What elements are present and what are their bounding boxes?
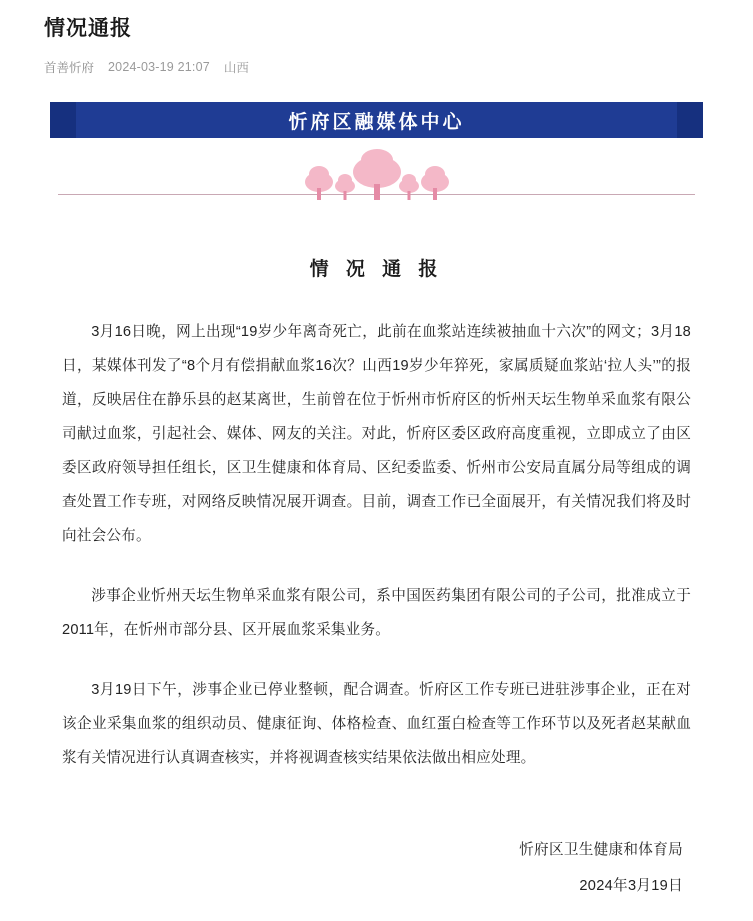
report-title: 情 况 通 报 [309,259,444,280]
meta-region: 山西 [223,61,249,75]
cherry-blossom-trees-icon [50,146,703,202]
article-meta [44,58,713,76]
meta-timestamp: 2024-03-19 21:07 [108,60,210,74]
document-banner [50,102,703,138]
signature-organization: 忻府区卫生健康和体育局 [519,842,683,858]
decoration-area [50,146,703,218]
page-title: 情况通报 [44,17,132,40]
document-body [40,102,713,903]
paragraph: 涉事企业忻州天坛生物单采血浆有限公司，系中国医药集团有限公司的子公司，批准成立于2011年，在忻州市部分县、区开展血浆采集业务。 [62,588,691,638]
paragraph: 3月19日下午，涉事企业已停业整顿，配合调查。忻府区工作专班已进驻涉事企业，正在对该企业采集血浆的组织动员、健康征询、体格检查、血红蛋白检查等工作环节以及死者赵某献血浆有关情况进行认真调查核实，并将视调查核实结果依法做出相应处理。 [62,682,691,766]
paragraph: 3月16日晚，网上出现“19岁少年离奇死亡，此前在血浆站连续被抽血十六次”的网文；3月18日，某媒体刊发了“8个月有偿捐献血浆16次？山西19岁少年猝死，家属质疑血浆站‘拉人头’”的报道，反映居住在静乐县的赵某离世，生前曾在位于忻州市忻府区的忻州天坛生物单采血浆有限公司献过血浆，引起社会、媒体、网友的关注。对此，忻府区委区政府高度重视，立即成立了由区委区政府领导担任组长，区卫生健康和体育局、区纪委监委、忻州市公安局直属分局等组成的调查处置工作专班，对网络反映情况展开调查。目前，调查工作已全面展开，有关情况我们将及时向社会公布。 [62,324,691,544]
banner-title: 忻府区融媒体中心 [288,111,465,133]
signature-block [48,833,705,903]
meta-source[interactable]: 首善忻府 [44,61,95,75]
signature-date: 2024年3月19日 [579,878,683,894]
report-paragraphs [48,315,705,775]
